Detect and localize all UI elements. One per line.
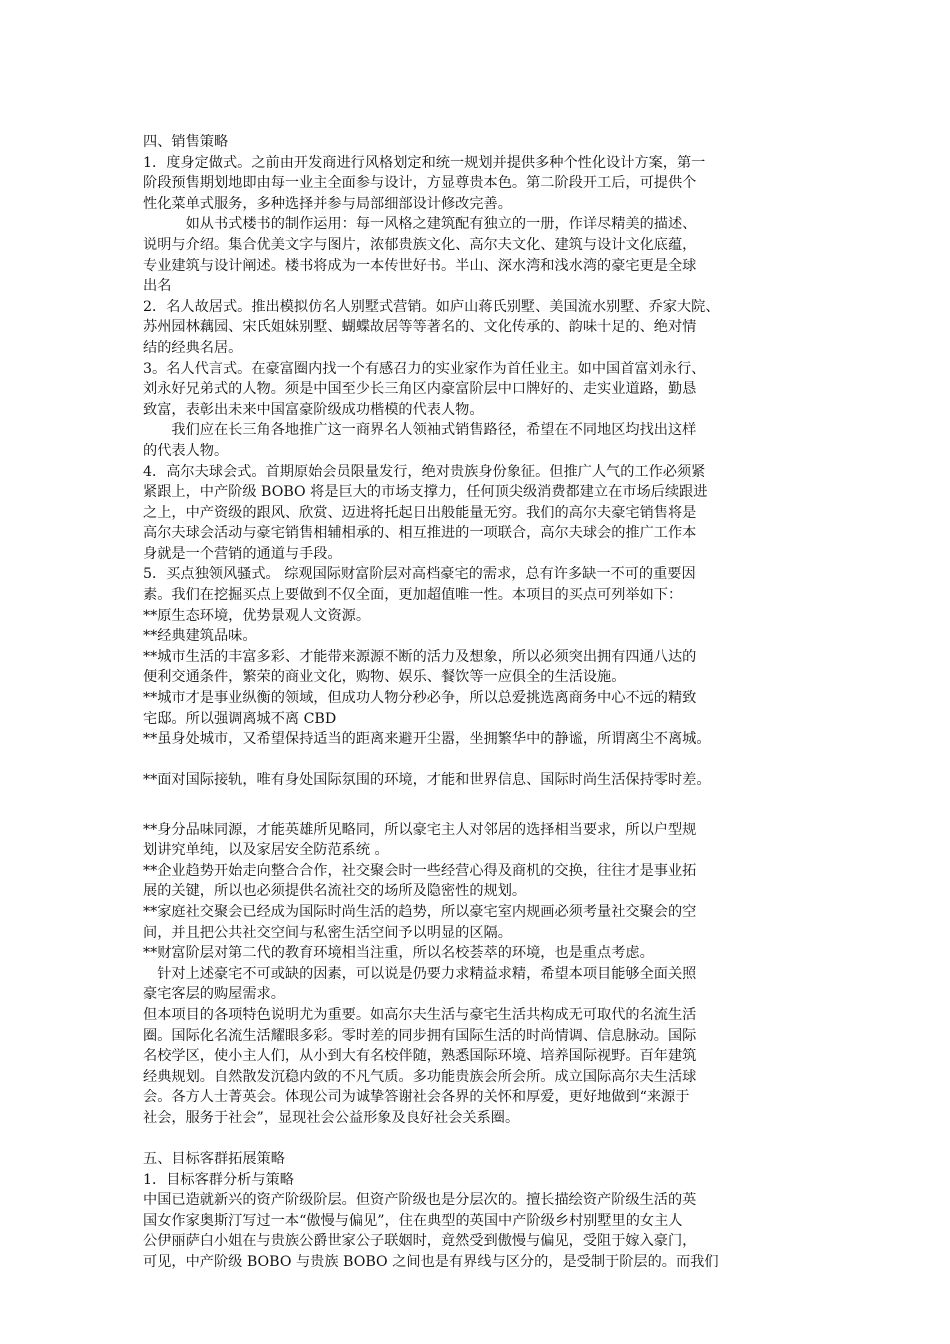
paragraph-line: 4．高尔夫球会式。首期原始会员限量发行，绝对贵族身份象征。但推广人气的工作必须紧 [143,463,706,480]
bullet-line: 宅邸。所以强调离城不离 CBD [143,710,337,727]
paragraph-line: 的代表人物。 [143,442,229,459]
bullet-line: **城市才是事业纵衡的领域，但成功人物分秒必争，所以总爱挑选离商务中心不远的精致 [143,690,697,707]
paragraph-line: 国女作家奥斯汀写过一本“傲慢与偏见”，住在典型的英国中产阶级乡村别墅里的女主人 [143,1212,683,1229]
paragraph-line: 专业建筑与设计阐述。楼书将成为一本传世好书。半山、深水湾和浅水湾的豪宅更是全球 [143,257,697,274]
paragraph-line: 说明与介绍。集合优美文字与图片，浓郁贵族文化、高尔夫文化、建筑与设计文化底蕴， [143,236,697,253]
paragraph-line: 名校学区，使小主人们，从小到大有名校伴随，熟悉国际环境、培养国际视野。百年建筑 [143,1048,697,1065]
bullet-line: 便利交通条件，繁荣的商业文化，购物、娱乐、餐饮等一应俱全的生活设施。 [143,669,626,686]
paragraph-line: 可见，中产阶级 BOBO 与贵族 BOBO 之间也是有界线与区分的，是受制于阶层的。而我们 [143,1254,719,1271]
paragraph-line: 圈。国际化名流生活耀眼多彩。零时差的同步拥有国际生活的时尚情调、信息脉动。国际 [143,1027,697,1044]
bullet-line: **财富阶层对第二代的教育环境相当注重，所以名校荟萃的环境，也是重点考虑。 [143,945,654,962]
bullet-line: **企业趋势开始走向整合合作，社交聚会时一些经营心得及商机的交换，往往才是事业拓 [143,862,697,879]
paragraph-line: 之上，中产资级的跟风、欣赏、迈进将托起日出般能量无穷。我们的高尔夫豪宅销售将是 [143,504,697,521]
paragraph-line: 我们应在长三角各地推广这一商界名人领袖式销售路径，希望在不同地区均找出这样 [143,422,697,439]
paragraph-line: 结的经典名居。 [143,339,243,356]
paragraph-line: 苏州园林藕园、宋氏姐妹别墅、蝴蝶故居等等著名的、文化传承的、韵味十足的、绝对情 [143,319,697,336]
spacer [143,812,815,820]
paragraph-line: 2．名人故居式。推出模拟仿名人别墅式营销。如庐山蒋氏别墅、美国流水别墅、乔家大院、 [143,298,720,315]
blank-line [143,1129,815,1150]
paragraph-line: 公伊丽萨白小姐在与贵族公爵世家公子联姻时，竟然受到傲慢与偏见，受阻于嫁入豪门， [143,1233,697,1250]
paragraph-line: 性化菜单式服务，多种选择并参与局部细部设计修改完善。 [143,195,512,212]
bullet-line: **原生态环境，优势景观人文资源。 [143,607,371,624]
bullet-line: **虽身处城市，又希望保持适当的距离来避开尘嚣，坐拥繁华中的静谧，所谓离尘不离城。 [143,731,711,748]
paragraph-line: 中国已造就新兴的资产阶级阶层。但资产阶级也是分层次的。擅长描绘资产阶级生活的英 [143,1192,697,1209]
paragraph-line: 身就是一个营销的通道与手段。 [143,545,342,562]
paragraph-line: 豪宅客层的购屋需求。 [143,986,285,1003]
paragraph-line: 会。各方人士菁英会。体现公司为诚挚答谢社会各界的关怀和厚爱，更好地做到“来源于 [143,1089,690,1106]
paragraph-line: 经典规划。自然散发沉稳内敛的不凡气质。多功能贵族会所会所。成立国际高尔夫生活球 [143,1068,697,1085]
paragraph-line: 社会，服务于社会”，显现社会公益形象及良好社会关系圈。 [143,1109,520,1126]
bullet-line: **城市生活的丰富多彩、才能带来源源不断的活力及想象，所以必须突出拥有四通八达的 [143,648,697,665]
bullet-line: **经典建筑品味。 [143,628,257,645]
bullet-line: 展的关键，所以也必须提供名流社交的场所及隐密性的规划。 [143,883,527,900]
paragraph-line: 针对上述豪宅不可或缺的因素，可以说是仍要力求精益求精，希望本项目能够全面关照 [143,965,697,982]
subsection-heading: 1．目标客群分析与策略 [143,1171,294,1188]
blank-line [143,750,815,771]
paragraph-line: 5．买点独领风骚式。 综观国际财富阶层对高档豪宅的需求，总有许多缺一不可的重要因 [143,566,696,583]
paragraph-line: 但本项目的各项特色说明尤为重要。如高尔夫生活与豪宅生活共构成无可取代的名流生活 [143,1006,697,1023]
paragraph-line: 阶段预售期划地即由每一业主全面参与设计，方显尊贵本色。第二阶段开工后，可提供个 [143,175,697,192]
blank-line [143,791,815,812]
document-page [143,132,815,1273]
paragraph-line: 如从书式楼书的制作运用：每一风格之建筑配有独立的一册，作详尽精美的描述、 [143,216,697,233]
bullet-line: 划讲究单纯，以及家居安全防范系统 。 [143,842,389,859]
paragraph-line: 刘永好兄弟式的人物。须是中国至少长三角区内豪富阶层中口牌好的、走实业道路，勤恳 [143,381,697,398]
paragraph-line: 出名 [143,278,172,295]
bullet-line: 间，并且把公共社交空间与私密生活空间予以明显的区隔。 [143,924,512,941]
bullet-line: **面对国际接轨，唯有身处国际氛围的环境，才能和世界信息、国际时尚生活保持零时差。 [143,772,711,789]
section-heading: 五、目标客群拓展策略 [143,1151,285,1168]
paragraph-line: 3。名人代言式。在豪富圈内找一个有感召力的实业家作为首任业主。如中国首富刘永行、 [143,360,706,377]
paragraph-line: 1．度身定做式。之前由开发商进行风格划定和统一规划并提供多种个性化设计方案，第一 [143,154,706,171]
paragraph-line: 高尔夫球会活动与豪宅销售相辅相承的、相互推进的一项联合，高尔夫球会的推广工作本 [143,525,697,542]
bullet-line: **家庭社交聚会已经成为国际时尚生活的趋势，所以豪宅室内规画必须考量社交聚会的空 [143,903,697,920]
section-heading: 四、销售策略 [143,134,229,150]
paragraph-line: 致富，表彰出未来中国富豪阶级成功楷模的代表人物。 [143,401,484,418]
paragraph-line: 紧跟上，中产阶级 BOBO 将是巨大的市场支撑力，任何顶尖级消费都建立在市场后续跟进 [143,484,708,501]
paragraph-line: 素。我们在挖掘买点上要做到不仅全面，更加超值唯一性。本项目的买点可列举如下： [143,587,683,604]
bullet-line: **身分品味同源，才能英雄所见略同，所以豪宅主人对邻居的选择相当要求，所以户型规 [143,821,697,838]
